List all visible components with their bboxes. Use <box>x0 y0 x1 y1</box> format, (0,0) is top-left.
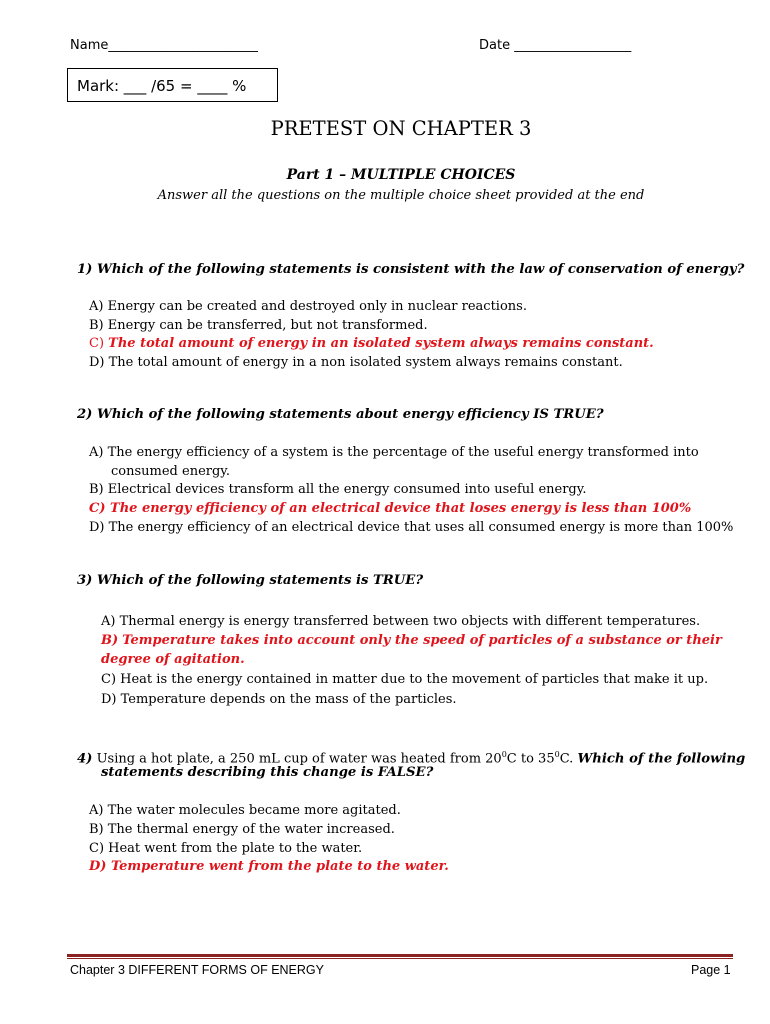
footer-rule <box>67 954 733 957</box>
superscript: 0 <box>554 750 560 759</box>
question-4-option-a: A) The water molecules became more agitated. <box>89 803 401 818</box>
footer-page-number: Page 1 <box>691 963 731 977</box>
question-1-stem: 1) Which of the following statements is consistent with the law of conservation of energy? <box>77 262 745 277</box>
question-4-stem-text: C. <box>559 751 574 767</box>
question-2-stem: 2) Which of the following statements about energy efficiency IS TRUE? <box>77 407 604 422</box>
question-1-option-b: B) Energy can be transferred, but not transformed. <box>89 318 428 333</box>
option-letter: C) <box>89 336 105 351</box>
question-3-option-a: A) Thermal energy is energy transferred between two objects with different temperatures. <box>101 614 701 629</box>
question-3-option-b-line1 <box>101 632 722 651</box>
question-2-option-a-line1: A) The energy efficiency of a system is the percentage of the useful energy transformed into <box>89 445 699 460</box>
question-1-option-c <box>89 335 654 354</box>
question-4-option-c: C) Heat went from the plate to the water. <box>89 841 363 856</box>
question-4-option-b: B) The thermal energy of the water increased. <box>89 822 395 837</box>
question-4-stem-text: Using a hot plate, a 250 mL cup of water was heated from 20 <box>96 751 502 767</box>
footer-chapter: Chapter 3 DIFFERENT FORMS OF ENERGY <box>70 963 324 977</box>
superscript: 0 <box>501 750 507 759</box>
question-3-option-c: C) Heat is the energy contained in matter due to the movement of particles that make it up. <box>101 672 709 687</box>
question-1-option-a: A) Energy can be created and destroyed only in nuclear reactions. <box>89 299 527 314</box>
question-3-option-d: D) Temperature depends on the mass of the particles. <box>101 692 457 707</box>
question-2-option-a-line2: consumed energy. <box>111 464 231 479</box>
name-field-label: Name_______________________ <box>70 38 258 53</box>
question-2-option-b: B) Electrical devices transform all the energy consumed into useful energy. <box>89 482 587 497</box>
footer-rule <box>67 958 733 959</box>
question-2-option-c: C) The energy efficiency of an electrical device that loses energy is less than 100% <box>89 501 692 516</box>
question-4-stem-bold: Which of the following <box>577 751 746 767</box>
question-1-option-d: D) The total amount of energy in a non isolated system always remains constant. <box>89 355 623 370</box>
date-field-label: Date __________________ <box>479 38 632 53</box>
question-3-stem: 3) Which of the following statements is TRUE? <box>77 573 424 588</box>
question-2-option-d: D) The energy efficiency of an electrical device that uses all consumed energy is more than 100% <box>89 520 734 535</box>
instructions: Answer all the questions on the multiple choice sheet provided at the end <box>157 188 645 203</box>
page-title: PRETEST ON CHAPTER 3 <box>270 117 532 140</box>
question-4-stem-line2: statements describing this change is FALSE? <box>101 765 434 780</box>
correct-answer-text: The total amount of energy in an isolated system always remains constant. <box>108 336 654 351</box>
question-4-stem-text: C to 35 <box>506 751 555 767</box>
part-heading: Part 1 – MULTIPLE CHOICES <box>286 167 516 183</box>
mark-box <box>67 68 278 102</box>
correct-answer-text: Temperature takes into account only the speed of particles of a substance or their <box>122 633 722 648</box>
option-letter: B) <box>101 633 119 648</box>
mark-label: Mark: ___ /65 = ____ % <box>77 77 247 95</box>
question-number: 4) <box>77 751 93 767</box>
question-3-option-b-line2: degree of agitation. <box>101 652 245 667</box>
question-4-option-d: D) Temperature went from the plate to the water. <box>89 859 449 874</box>
